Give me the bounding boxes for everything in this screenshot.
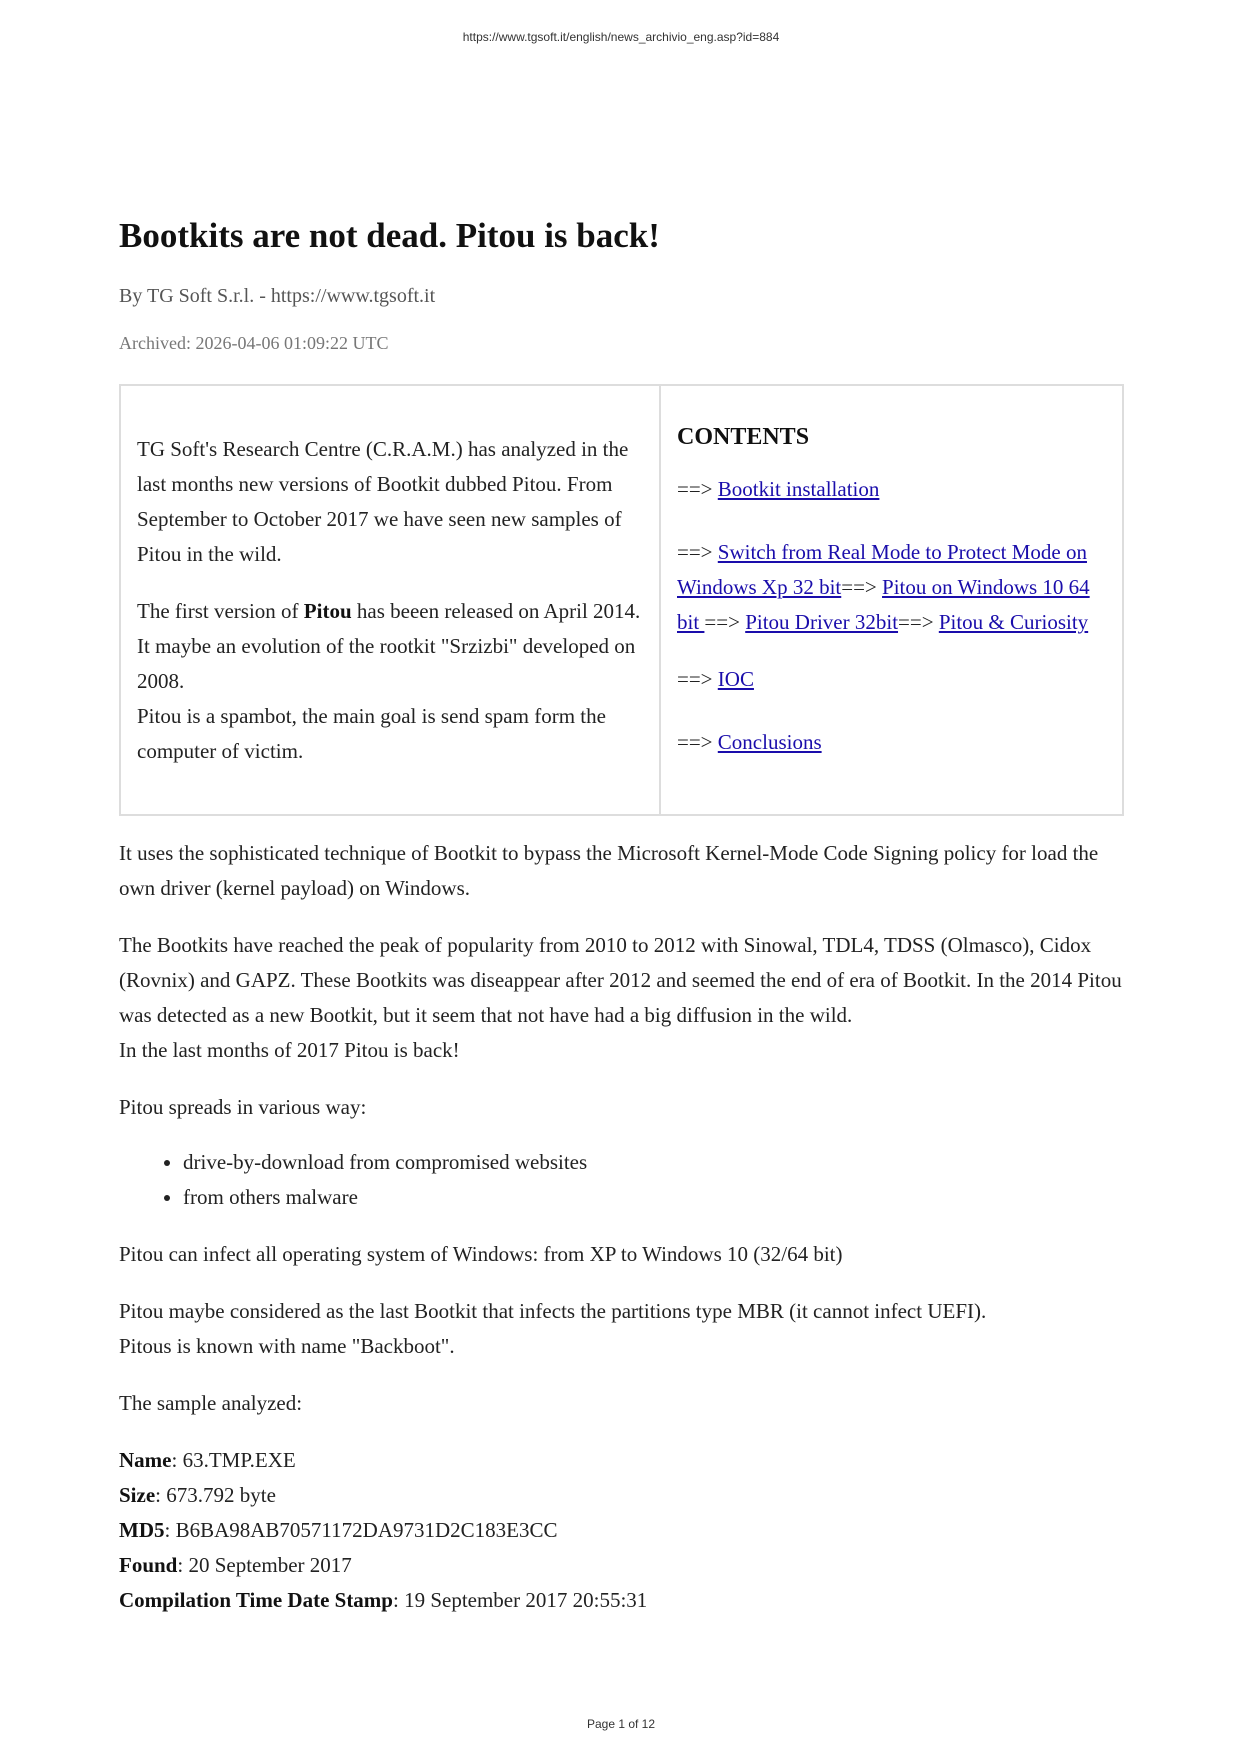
sample-md5: MD5: B6BA98AB70571172DA9731D2C183E3CC xyxy=(119,1518,558,1542)
sample-found: Found: 20 September 2017 xyxy=(119,1553,352,1577)
body-paragraph: The sample analyzed: xyxy=(119,1391,303,1415)
link-pitou-windows-10[interactable]: Pitou on Windows 10 64 bit xyxy=(677,575,1090,634)
body-paragraph: Pitou maybe considered as the last Bootkit that infects the partitions type MBR (it cannot infect UEFI). xyxy=(119,1299,987,1323)
contents-entry: ==> Bootkit installation xyxy=(677,477,880,501)
sample-details xyxy=(119,1443,1124,1618)
page-number-footer: Page 1 of 12 xyxy=(586,1717,656,1731)
link-pitou-curiosity[interactable]: Pitou & Curiosity xyxy=(938,610,1089,634)
pitou-bold: Pitou xyxy=(303,599,352,623)
list-item: • drive-by-download from compromised websites xyxy=(183,1145,1124,1180)
body-paragraph: It uses the sophisticated technique of Bootkit to bypass the Microsoft Kernel-Mode Code Signing policy for load the own driver (kernel payload) on Windows. xyxy=(119,841,1099,900)
body-paragraph: The Bootkits have reached the peak of popularity from 2010 to 2012 with Sinowal, TDL4, TDSS (Olmasco), Cidox (Rovnix) and GAPZ. These Bootkits was diseappear after 2012 and seemed the end of era of Bootkit. In the 2014 Pitou was detected as a new Bootkit, but it seem that not have had a big diffusion in the wild. xyxy=(119,933,1122,1027)
link-bootkit-installation[interactable]: Bootkit installation xyxy=(717,477,880,501)
body-paragraph: Pitou can infect all operating system of Windows: from XP to Windows 10 (32/64 bit) xyxy=(119,1242,843,1266)
sample-size: Size: 673.792 byte xyxy=(119,1483,276,1507)
body-paragraph: In the last months of 2017 Pitou is back! xyxy=(119,1038,460,1062)
spread-list xyxy=(119,1145,1124,1215)
page-url-header: https://www.tgsoft.it/english/news_archivio_eng.asp?id=884 xyxy=(462,30,780,44)
link-conclusions[interactable]: Conclusions xyxy=(717,730,822,754)
intro-paragraph: TG Soft's Research Centre (C.R.A.M.) has analyzed in the last months new versions of Bootkit dubbed Pitou. From September to October 2017 we have seen new samples of Pitou in the wild. xyxy=(137,437,629,566)
contents-title: CONTENTS xyxy=(677,424,810,450)
intro-table xyxy=(119,384,1124,816)
intro-cell xyxy=(121,386,661,814)
archived-timestamp: Archived: 2026-04-06 01:09:22 UTC xyxy=(119,333,389,353)
contents-entry: ==> Switch from Real Mode to Protect Mode on Windows Xp 32 bit==> Pitou on Windows 10 64 bit ==> Pitou Driver 32bit==> Pitou & Curiosity xyxy=(677,540,1090,634)
contents-entry: ==> Conclusions xyxy=(677,730,822,754)
body-paragraph: Pitou spreads in various way: xyxy=(119,1095,367,1119)
intro-paragraph: The first version of Pitou has beeen released on April 2014. It maybe an evolution of the rootkit "Srzizbi" developed on 2008. xyxy=(137,599,641,693)
article-byline: By TG Soft S.r.l. - https://www.tgsoft.it xyxy=(119,285,436,307)
body-paragraph: Pitous is known with name "Backboot". xyxy=(119,1334,455,1358)
article xyxy=(119,212,1124,1618)
intro-paragraph: Pitou is a spambot, the main goal is send spam form the computer of victim. xyxy=(137,704,606,763)
link-ioc[interactable]: IOC xyxy=(717,667,754,691)
link-switch-real-protect-mode[interactable]: Switch from Real Mode to Protect Mode on Windows Xp 32 bit xyxy=(677,540,1087,599)
sample-name: Name: 63.TMP.EXE xyxy=(119,1448,296,1472)
article-title: Bootkits are not dead. Pitou is back! xyxy=(119,216,660,255)
link-pitou-driver[interactable]: Pitou Driver 32bit xyxy=(745,610,899,634)
list-item: • from others malware xyxy=(183,1180,1124,1215)
contents-entry: ==> IOC xyxy=(677,667,754,691)
sample-compilation-time: Compilation Time Date Stamp: 19 September 2017 20:55:31 xyxy=(119,1588,648,1612)
contents-cell xyxy=(661,386,1122,814)
